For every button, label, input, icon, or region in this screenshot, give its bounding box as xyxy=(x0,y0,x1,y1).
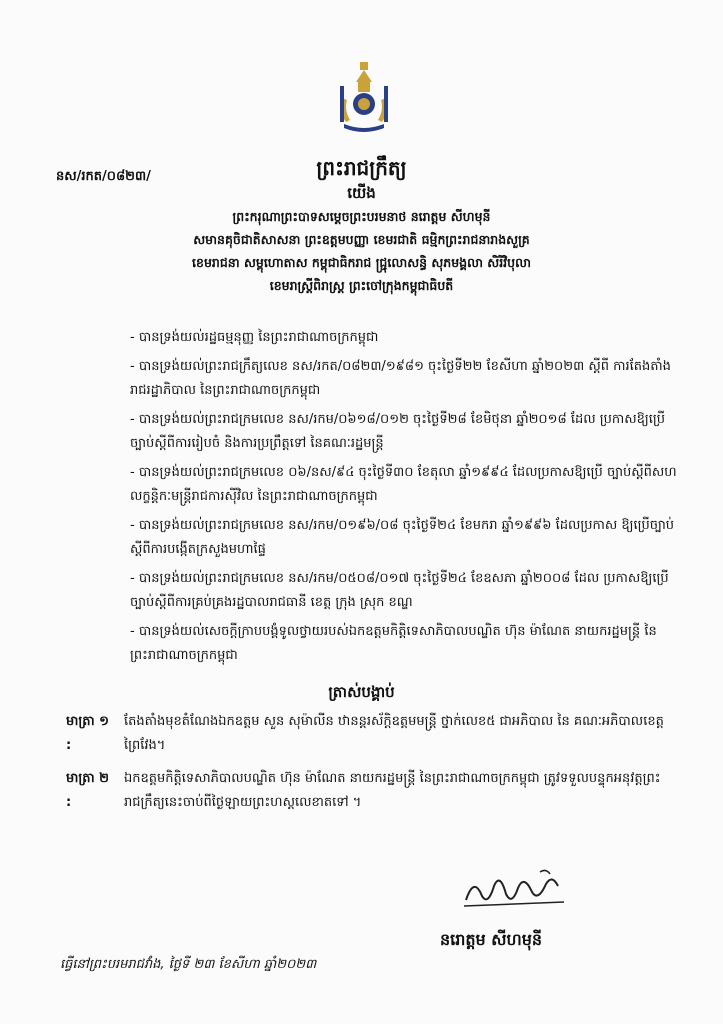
royal-title-line: ខេមរាជនា សម្ពុហោតាស កម្ពុជាធិករាជ ជ្រ្ជុលោសន្ធិ សុភមង្គលា សិរិវិបុលា xyxy=(192,255,531,270)
signer-name: នរោត្តម សីហមុនី xyxy=(440,930,543,949)
article-label: មាត្រា ១ : xyxy=(66,714,109,753)
article-text: តែងតាំងមុខតំណែងឯកឧត្តម សួន សុម៉ាលីន ឋានន្តរស័ក្តិឧត្តមមន្ត្រី ថ្នាក់លេខ៥ ជាអភិបាល នៃ គណៈអភិបាលខេត្តព្រៃវែង។ xyxy=(124,714,664,753)
article-label: មាត្រា ២ : xyxy=(66,771,109,810)
royal-title-line: ខេមរាស្ត្រីពិរាស្ត្រ ព្រះចៅក្រុងកម្ពុជាធិបតី xyxy=(269,278,454,293)
consideration-item: - បានទ្រង់យល់ព្រះរាជក្រមលេខ នស/រកម/០៥០៨/០១៧ ចុះថ្ងៃទី២៤ ខែឧសភា ឆ្នាំ២០០៨ ដែល ប្រកាសឱ្យប្រើច្បាប់ស្តីពីការគ្រប់គ្រងរដ្ឋបាលរាជធានី ខេត្ត ក្រុង ស្រុក ខណ្ឌ xyxy=(130,571,669,610)
document-title: ព្រះរាជក្រឹត្យ xyxy=(316,156,407,180)
article-2 xyxy=(66,767,678,815)
consideration-item: - បានទ្រង់យល់ព្រះរាជក្រមលេខ ០៦/នស/៩៤ ចុះថ្ងៃទី៣០ ខែតុលា ឆ្នាំ១៩៩៤ ដែលប្រកាសឱ្យប្រើ ច្បាប់ស្តីពីសហលក្ខន្តិកៈមន្ត្រីរាជការស៊ីវិល នៃព្រះរាជាណាចក្រកម្ពុជា xyxy=(130,465,677,504)
considerations-list xyxy=(118,326,678,673)
decree-heading: ត្រាស់បង្គាប់ xyxy=(328,683,395,701)
place-and-date: ធ្វើនៅព្រះបរមរាជវាំង, ថ្ងៃទី ២៣ ខែសីហា ឆ្នាំ២០២៣ xyxy=(60,957,317,972)
consideration-item: - បានទ្រង់យល់សេចក្តីក្រាបបង្គំទូលថ្វាយរបស់ឯកឧត្តមកិត្តិទេសាភិបាលបណ្ឌិត ហ៊ុន ម៉ាណែត នាយករដ្ឋមន្ត្រី នៃព្រះរាជាណាចក្រកម្ពុជា xyxy=(130,624,657,663)
consideration-item: - បានទ្រង់យល់ព្រះរាជក្រឹត្យលេខ នស/រកត/០៨២៣/១៩៨១ ចុះថ្ងៃទី២២ ខែសីហា ឆ្នាំ២០២៣ ស្តីពី ការតែងតាំងរាជរដ្ឋាភិបាល នៃព្រះរាជាណាចក្រកម្ពុជា xyxy=(130,359,671,398)
consideration-item: - បានទ្រង់យល់ព្រះរាជក្រមលេខ នស/រកម/០១៩៦/០៨ ចុះថ្ងៃទី២៤ ខែមករា ឆ្នាំ១៩៩៦ ដែលប្រកាស ឱ្យប្រើច្បាប់ស្តីពីការបង្កើតក្រសួងមហាផ្ទៃ xyxy=(130,518,675,557)
decree-reference-number: នស/រកត/០៨២៣/ xyxy=(56,169,151,184)
document-subtitle: យើង xyxy=(347,184,376,202)
consideration-item: - បានទ្រង់យល់រដ្ឋធម្មនុញ្ញ នៃព្រះរាជាណាចក្រកម្ពុជា xyxy=(130,330,379,345)
consideration-item: - បានទ្រង់យល់ព្រះរាជក្រមលេខ នស/រកម/០៦១៨/០១២ ចុះថ្ងៃទី២៨ ខែមិថុនា ឆ្នាំ២០១៨ ដែល ប្រកាសឱ្យប្រើច្បាប់ស្តីពីការរៀបចំ និងការប្រព្រឹត្តទៅ នៃគណៈរដ្ឋមន្ត្រី xyxy=(130,412,665,451)
article-text: ឯកឧត្តមកិត្តិទេសាភិបាលបណ្ឌិត ហ៊ុន ម៉ាណែត នាយករដ្ឋមន្ត្រី នៃព្រះរាជាណាចក្រកម្ពុជា ត្រូវទទួលបន្ទុកអនុវត្តព្រះរាជក្រឹត្យនេះចាប់ពីថ្ងៃឡាយព្រះហស្តលេខាតទៅ ។ xyxy=(124,771,661,810)
royal-emblem xyxy=(336,60,392,136)
royal-signature xyxy=(460,866,570,910)
article-1 xyxy=(66,710,678,758)
royal-title-line: សមានគុចិជាតិសាសនា ព្រះឧត្តមបញ្ញា ខេមរជាតិ ធម្មិកព្រះរាជនារាងសួគ្រ xyxy=(193,232,530,247)
royal-title-line: ព្រះករុណាព្រះបាទសម្តេចព្រះបរមនាថ នរោត្តម សីហមុនី xyxy=(232,209,491,224)
